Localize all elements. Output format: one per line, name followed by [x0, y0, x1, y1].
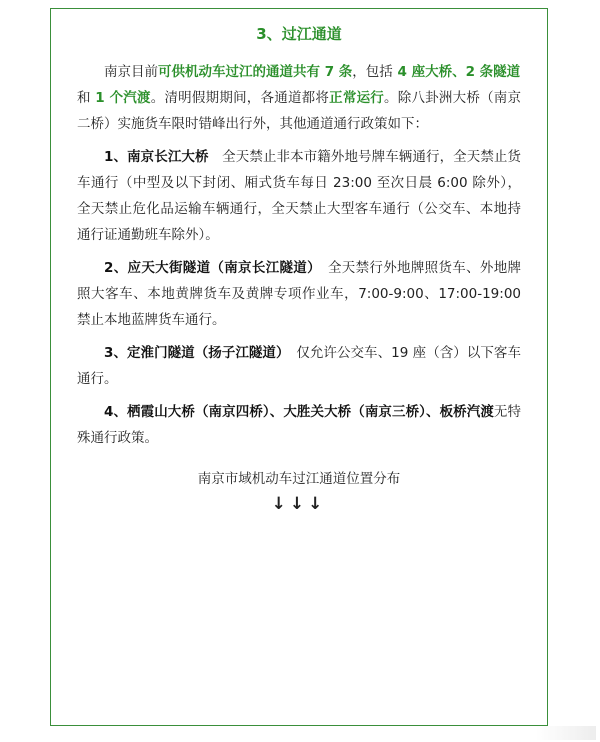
intro-highlight-channels: 可供机动车过江的通道共有 7 条	[158, 64, 353, 80]
intro-text: ，包括	[352, 64, 393, 80]
intro-text: 。除八卦洲大桥（南京二桥）实施货车限时错峰出行外，其他通道通行政策如下：	[77, 90, 522, 132]
policy-item-text: 全天禁行外地牌照货车、外地牌照大客车、本地黄牌货车及黄牌专项作业车，7:00-9:00、17:00-19:00 禁止本地蓝牌货车通行。	[77, 260, 522, 328]
intro-text: 。清明假期期间，各通道都将	[150, 90, 330, 106]
intro-highlight-ferry: 1 个汽渡	[95, 90, 151, 106]
policy-item-4	[77, 399, 521, 451]
policy-item-text: 无特殊通行政策。	[77, 404, 521, 446]
intro-highlight-normal-operation: 正常运行	[329, 90, 385, 106]
policy-item-heading: 3、定淮门隧道（扬子江隧道）	[104, 345, 283, 361]
policy-item-3	[77, 340, 521, 392]
intro-highlight-bridges-tunnels: 4 座大桥、2 条隧道	[392, 64, 521, 80]
policy-item-heading: 4、栖霞山大桥（南京四桥）、大胜关大桥（南京三桥）、板桥汽渡	[104, 404, 494, 420]
intro-paragraph	[77, 59, 521, 137]
document-frame	[50, 8, 548, 726]
policy-item-text: 仅允许公交车、19 座（含）以下客车通行。	[77, 345, 521, 387]
section-title: 3、过江通道	[256, 25, 342, 43]
document-body	[77, 59, 521, 458]
down-arrows-icon: ↓↓↓	[271, 494, 327, 514]
policy-item-text: 全天禁止非本市籍外地号牌车辆通行，全天禁止货车通行（中型及以下封闭、厢式货车每日 23:00 至次日晨 6:00 除外），全天禁止危化品运输车辆通行，全天禁止大型客车通行（公交车、本地持通行证通勤班车除外）。	[77, 149, 521, 243]
intro-text: 和	[77, 90, 96, 106]
policy-item-heading: 1、南京长江大桥	[104, 149, 209, 165]
policy-item-1	[77, 144, 521, 248]
policy-item-2	[77, 255, 521, 333]
map-caption: 南京市域机动车过江通道位置分布	[197, 471, 401, 487]
watermark-fade	[536, 726, 596, 740]
intro-text: 南京目前	[104, 64, 158, 80]
policy-item-heading: 2、应天大街隧道（南京长江隧道）	[104, 260, 315, 276]
